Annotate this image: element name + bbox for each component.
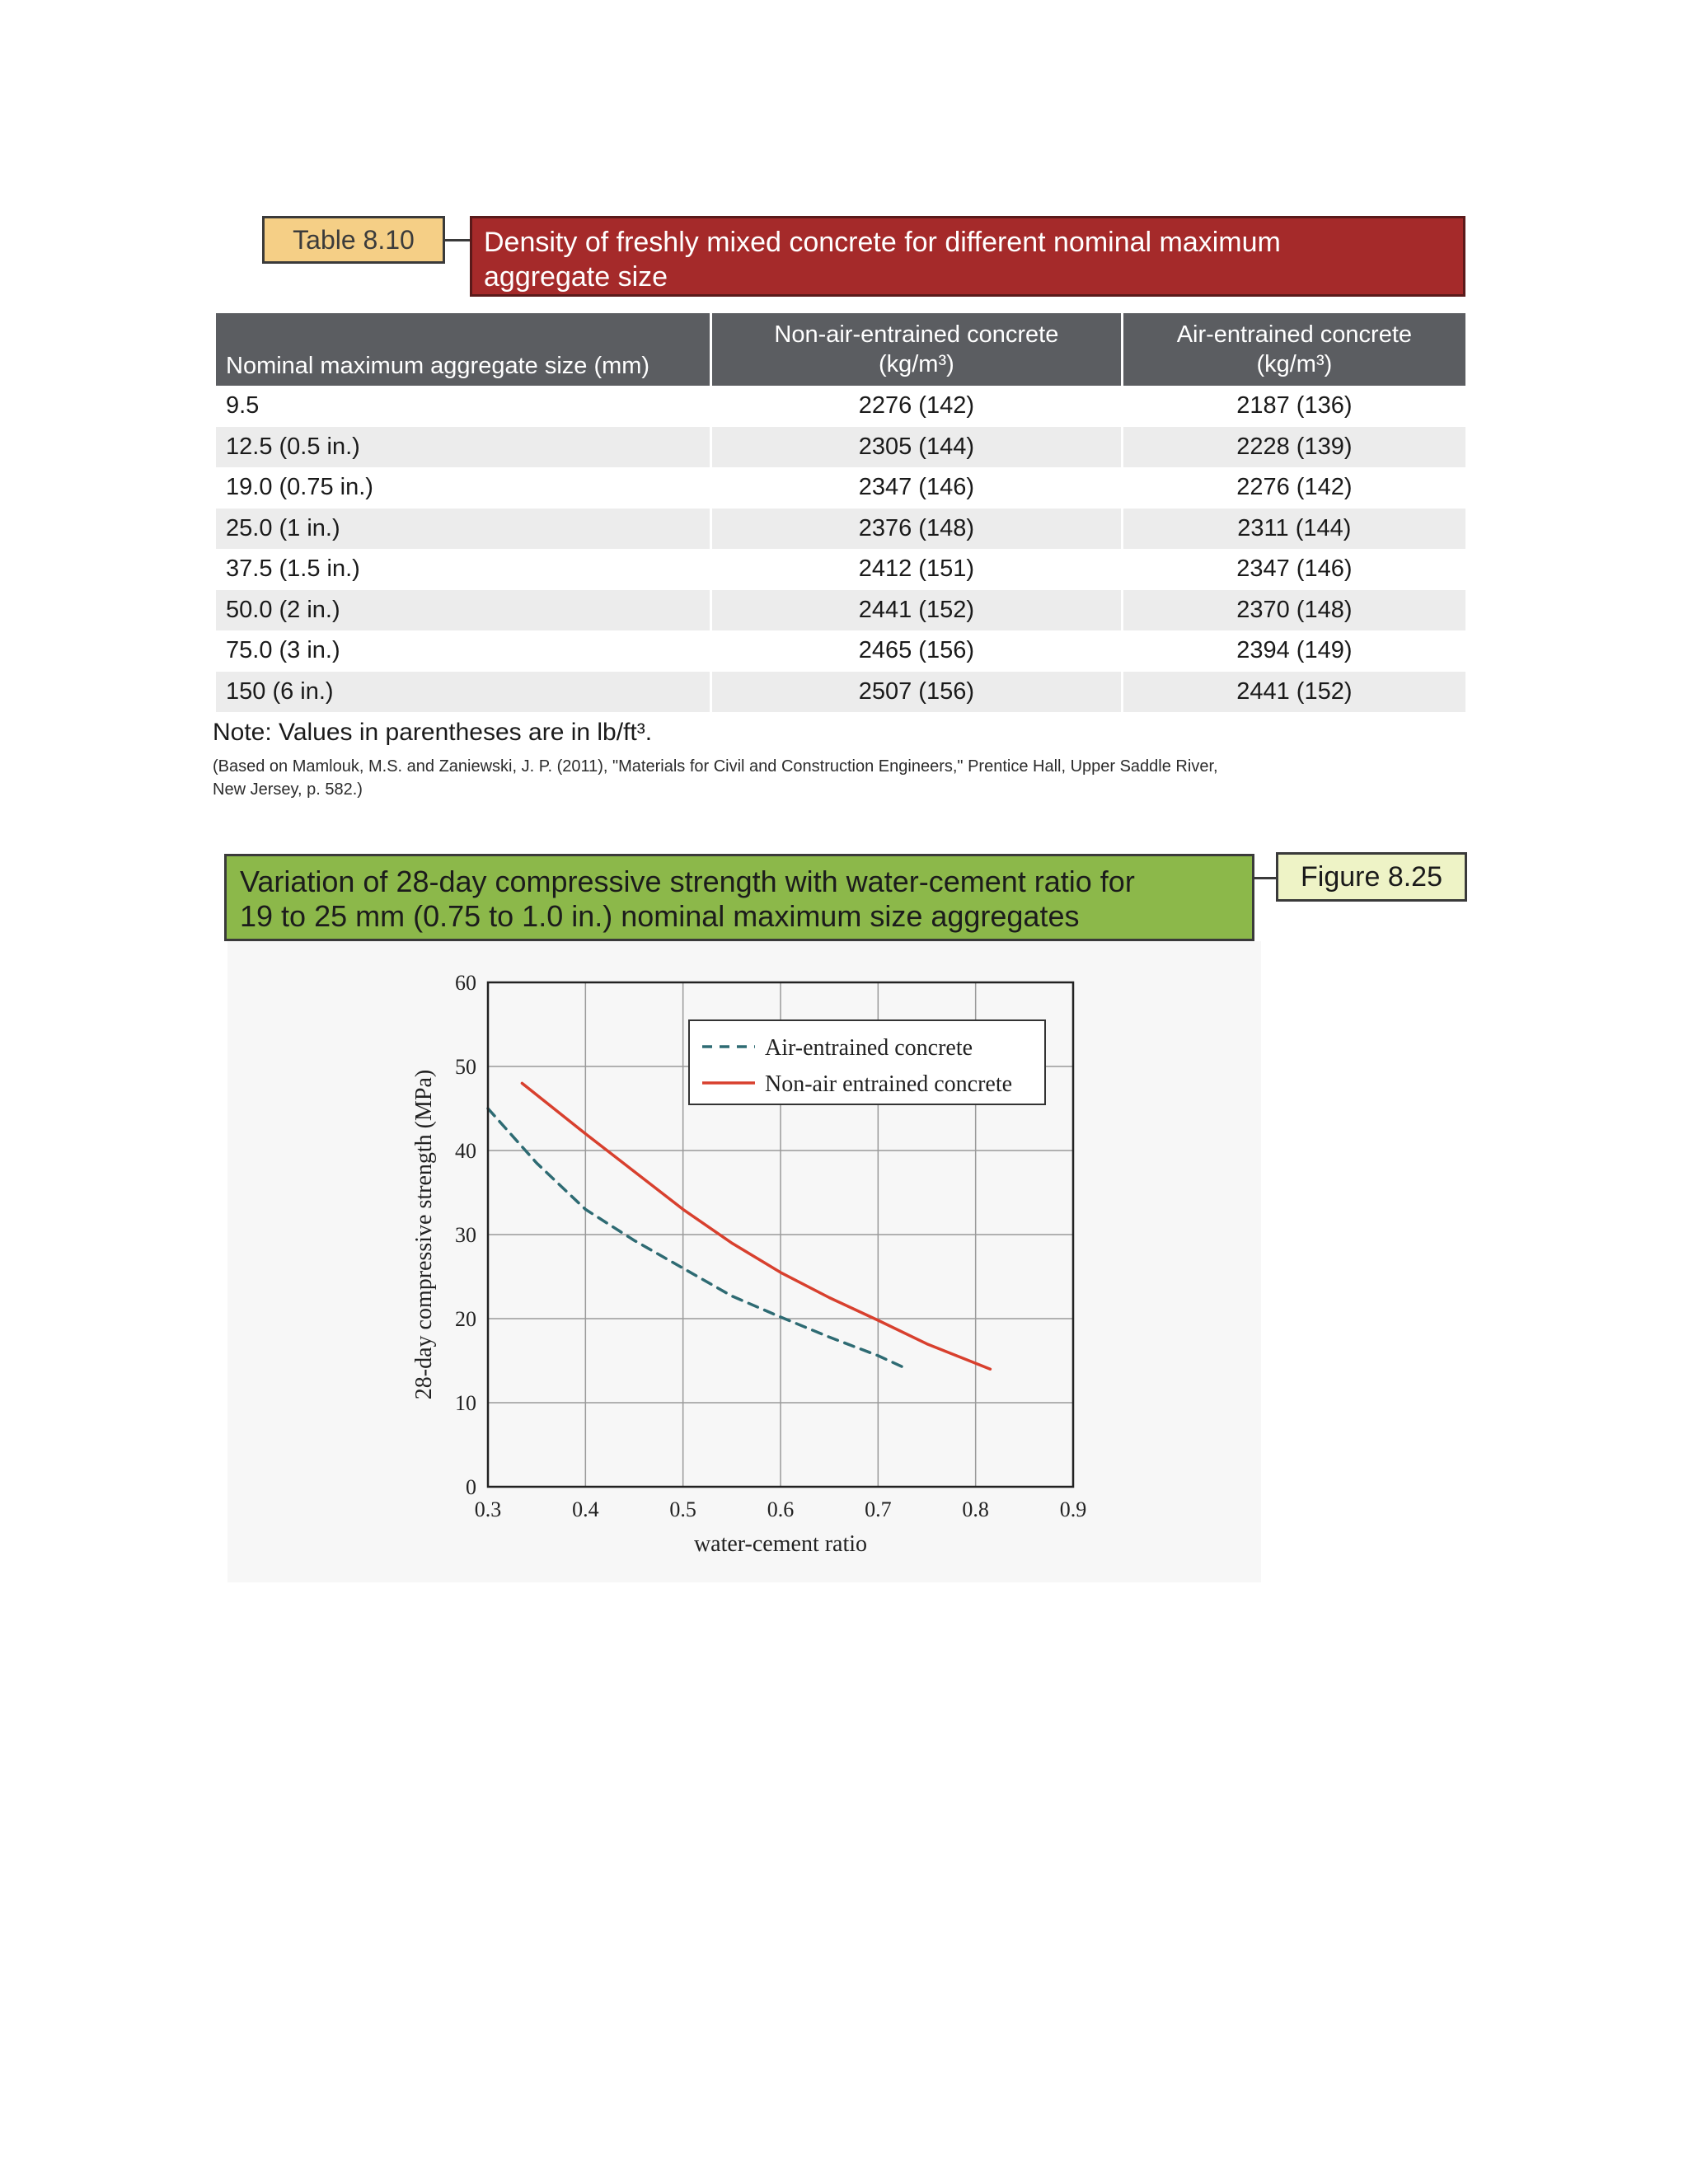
cell-non-air-density: 2347 (146) [711, 467, 1123, 509]
table-citation [213, 755, 1482, 801]
header-aggregate-size: Nominal maximum aggregate size (mm) [216, 313, 711, 386]
cell-non-air-density: 2507 (156) [711, 672, 1123, 713]
table-row [216, 630, 1465, 672]
connector-line [445, 239, 470, 241]
x-tick-label: 0.7 [865, 1497, 892, 1521]
table-row [216, 467, 1465, 509]
cell-aggregate-size: 150 (6 in.) [216, 672, 711, 713]
x-tick-label: 0.8 [962, 1497, 989, 1521]
figure-title-line2: 19 to 25 mm (0.75 to 1.0 in.) nominal maximum size aggregates [240, 899, 1080, 933]
y-tick-label: 60 [455, 971, 476, 995]
cell-air-density: 2311 (144) [1122, 509, 1465, 550]
legend-label-air: Air-entrained concrete [765, 1035, 973, 1061]
table-title-line1: Density of freshly mixed concrete for different nominal maximum [484, 227, 1281, 258]
legend-label-non-air: Non-air entrained concrete [765, 1071, 1013, 1097]
table-number-label: Table 8.10 [262, 216, 445, 264]
series-line-air-entrained [488, 1108, 907, 1369]
table-row [216, 590, 1465, 631]
table-title [470, 216, 1465, 297]
header-non-air-entrained-line1: Non-air-entrained concrete [774, 321, 1059, 348]
header-air-entrained [1122, 313, 1465, 386]
cell-aggregate-size: 37.5 (1.5 in.) [216, 549, 711, 590]
table-header-row [216, 313, 1465, 386]
chart-panel [227, 941, 1261, 1582]
cell-non-air-density: 2465 (156) [711, 630, 1123, 672]
connector-line [1254, 877, 1276, 879]
cell-air-density: 2276 (142) [1236, 474, 1353, 501]
cell-aggregate-size: 9.5 [216, 386, 711, 427]
chart-legend [689, 1020, 1045, 1104]
x-tick-label: 0.6 [767, 1497, 795, 1521]
x-tick-label: 0.9 [1059, 1497, 1087, 1521]
cell-aggregate-size: 75.0 (3 in.) [216, 630, 711, 672]
x-axis-label: water-cement ratio [693, 1531, 868, 1557]
citation-line1: (Based on Mamlouk, M.S. and Zaniewski, J. P. (2011), "Materials for Civil and Construction Engineers," Prentice Hall, Upper Saddle River, [213, 757, 1218, 776]
table-row [216, 672, 1465, 713]
cell-non-air-density: 2305 (144) [711, 427, 1123, 468]
y-tick-label: 0 [466, 1475, 476, 1499]
figure-number-label: Figure 8.25 [1276, 852, 1467, 902]
table-row [216, 549, 1465, 590]
x-tick-label: 0.4 [572, 1497, 599, 1521]
strength-chart [227, 941, 1261, 1582]
table-row [216, 386, 1465, 427]
cell-non-air-density: 2412 (151) [711, 549, 1123, 590]
table-row [216, 427, 1465, 468]
table-note: Note: Values in parentheses are in lb/ft³. [213, 719, 653, 746]
cell-aggregate-size: 19.0 (0.75 in.) [216, 467, 711, 509]
x-tick-label: 0.3 [474, 1497, 502, 1521]
density-table [216, 313, 1465, 712]
table-row [216, 509, 1465, 550]
figure-title-line1: Variation of 28-day compressive strength with water-cement ratio for [240, 865, 1135, 898]
cell-aggregate-size: 25.0 (1 in.) [216, 509, 711, 550]
cell-non-air-density: 2376 (148) [711, 509, 1123, 550]
header-air-entrained-line2: (kg/m³) [1256, 351, 1333, 377]
citation-line2: New Jersey, p. 582.) [213, 780, 363, 799]
y-tick-label: 40 [455, 1139, 476, 1163]
y-tick-label: 50 [455, 1055, 476, 1079]
header-non-air-entrained [711, 313, 1123, 386]
cell-air-density: 2441 (152) [1122, 672, 1465, 713]
cell-air-density: 2347 (146) [1236, 555, 1353, 583]
table-title-line2: aggregate size [484, 261, 668, 293]
cell-air-density: 2228 (139) [1122, 427, 1465, 468]
y-tick-label: 20 [455, 1307, 476, 1331]
x-tick-label: 0.5 [669, 1497, 696, 1521]
cell-non-air-density: 2441 (152) [711, 590, 1123, 631]
cell-aggregate-size: 50.0 (2 in.) [216, 590, 711, 631]
header-air-entrained-line1: Air-entrained concrete [1176, 321, 1413, 348]
cell-non-air-density: 2276 (142) [711, 386, 1123, 427]
series-line-non-air-entrained [522, 1083, 990, 1369]
figure-title [224, 854, 1254, 941]
cell-air-density: 2370 (148) [1122, 590, 1465, 631]
y-axis-label: 28-day compressive strength (MPa) [411, 1069, 437, 1400]
cell-air-density: 2187 (136) [1236, 392, 1353, 419]
header-non-air-entrained-line2: (kg/m³) [878, 351, 954, 377]
y-tick-label: 10 [455, 1391, 476, 1415]
cell-air-density: 2394 (149) [1236, 637, 1353, 664]
cell-aggregate-size: 12.5 (0.5 in.) [216, 427, 711, 468]
y-tick-label: 30 [455, 1223, 476, 1247]
